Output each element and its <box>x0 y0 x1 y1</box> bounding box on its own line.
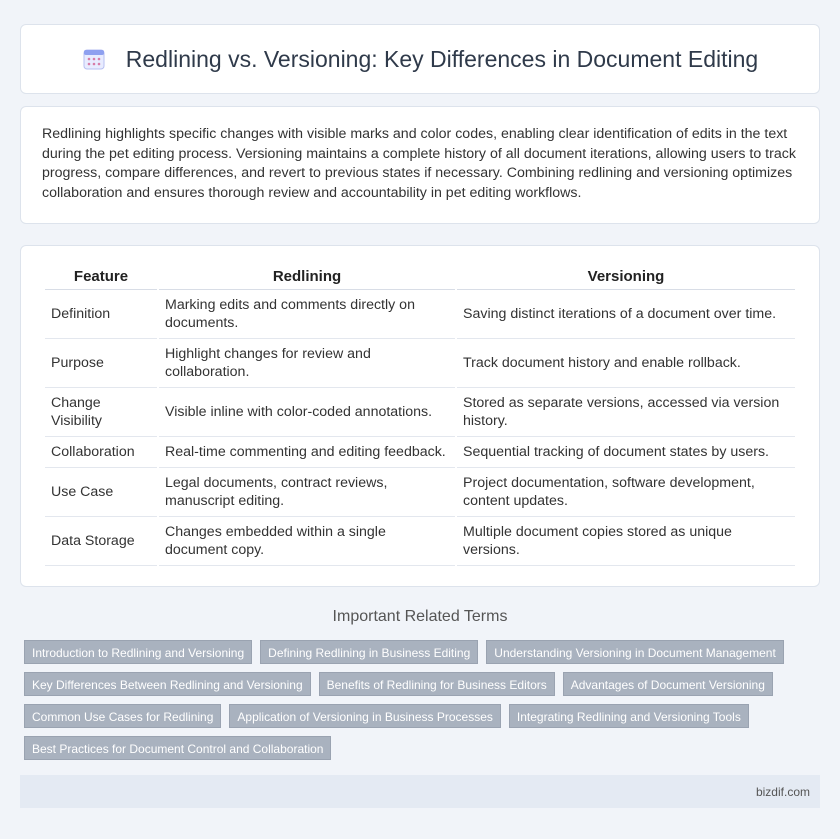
table-cell: Definition <box>45 290 157 339</box>
term-tag[interactable]: Key Differences Between Redlining and Versioning <box>24 672 311 696</box>
table-row <box>45 388 795 437</box>
table-row <box>45 468 795 517</box>
related-terms-list <box>24 640 816 760</box>
header-feature: Feature <box>45 260 157 290</box>
table-row <box>45 517 795 566</box>
table-cell: Highlight changes for review and collaboration. <box>159 339 455 388</box>
page-title: Redlining vs. Versioning: Key Differences in Document Editing <box>125 45 759 72</box>
intro-paragraph: Redlining highlights specific changes with visible marks and color codes, enabling clear identification of edits in the text during the pet editing process. Versioning maintains a complete history of all document iterations, allowing users to track progress, compare differences, and revert to previous states if necessary. Combining redlining and versioning optimizes collaboration and ensures thorough review and accountability in pet editing workflows. <box>42 126 796 201</box>
header-redlining: Redlining <box>159 260 455 290</box>
comparison-table-card <box>20 245 820 587</box>
header-versioning: Versioning <box>457 260 795 290</box>
term-tag[interactable]: Defining Redlining in Business Editing <box>260 640 478 664</box>
table-cell: Multiple document copies stored as unique versions. <box>457 517 795 566</box>
term-tag[interactable]: Common Use Cases for Redlining <box>24 704 221 728</box>
term-tag[interactable]: Introduction to Redlining and Versioning <box>24 640 252 664</box>
calendar-grid-icon <box>82 47 106 71</box>
table-cell: Real-time commenting and editing feedback. <box>159 437 455 468</box>
comparison-table <box>43 260 797 566</box>
header-card <box>20 24 820 94</box>
footer <box>20 775 820 808</box>
term-tag[interactable]: Best Practices for Document Control and Collaboration <box>24 736 331 760</box>
table-cell: Change Visibility <box>45 388 157 437</box>
table-cell: Data Storage <box>45 517 157 566</box>
table-cell: Saving distinct iterations of a document over time. <box>457 290 795 339</box>
table-cell: Visible inline with color-coded annotations. <box>159 388 455 437</box>
table-cell: Legal documents, contract reviews, manuscript editing. <box>159 468 455 517</box>
table-row <box>45 437 795 468</box>
term-tag[interactable]: Understanding Versioning in Document Management <box>486 640 784 664</box>
table-cell: Use Case <box>45 468 157 517</box>
table-cell: Marking edits and comments directly on documents. <box>159 290 455 339</box>
term-tag[interactable]: Advantages of Document Versioning <box>563 672 773 696</box>
intro-card <box>20 106 820 224</box>
site-name[interactable]: bizdif.com <box>755 785 810 799</box>
table-header-row <box>45 260 795 290</box>
table-cell: Track document history and enable rollback. <box>457 339 795 388</box>
term-tag[interactable]: Application of Versioning in Business Processes <box>229 704 500 728</box>
term-tag[interactable]: Benefits of Redlining for Business Editors <box>319 672 555 696</box>
table-cell: Stored as separate versions, accessed via version history. <box>457 388 795 437</box>
table-cell: Changes embedded within a single document copy. <box>159 517 455 566</box>
related-terms-title: Important Related Terms <box>332 608 508 625</box>
table-cell: Sequential tracking of document states by users. <box>457 437 795 468</box>
table-cell: Project documentation, software development, content updates. <box>457 468 795 517</box>
term-tag[interactable]: Integrating Redlining and Versioning Tools <box>509 704 749 728</box>
table-cell: Collaboration <box>45 437 157 468</box>
table-cell: Purpose <box>45 339 157 388</box>
table-row <box>45 339 795 388</box>
table-row <box>45 290 795 339</box>
